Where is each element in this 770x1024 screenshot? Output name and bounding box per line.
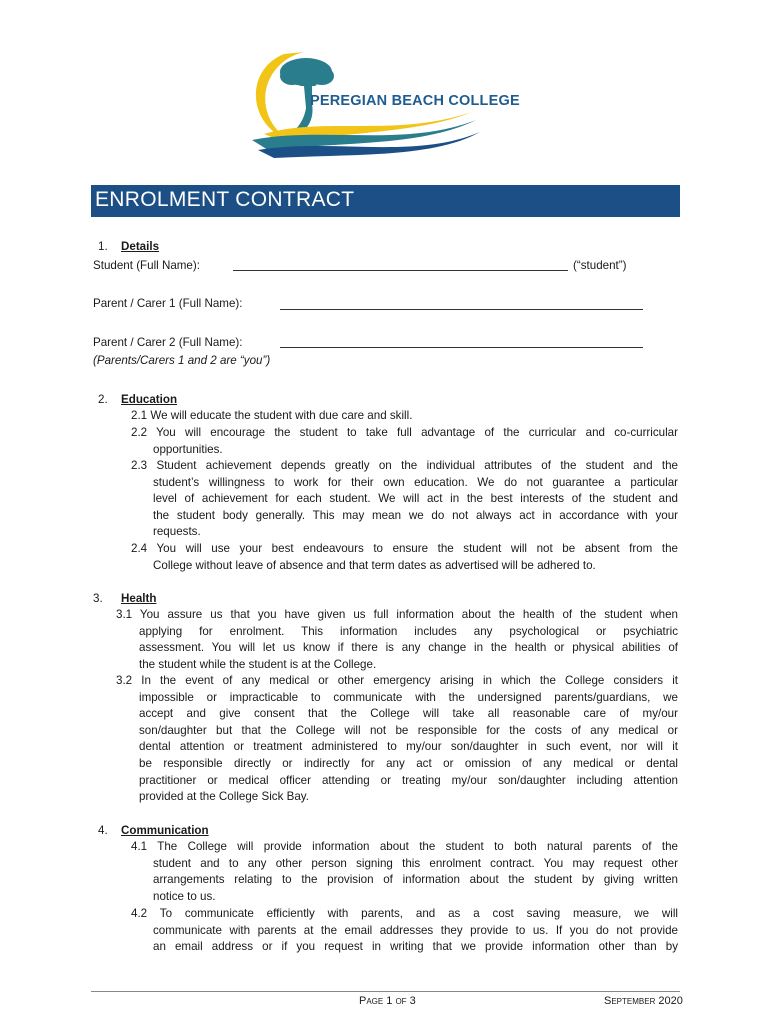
college-name: PEREGIAN BEACH COLLEGE (310, 93, 520, 109)
parent1-name-field[interactable] (280, 309, 643, 310)
clause-4-2: 4.2 To communicate efficiently with parents, and as a cost saving measure, we will communicate with parents at the email addresses they provide to us. If you do not provide an email address or if you request in writing that we provide information other than by (131, 907, 678, 954)
parent1-name-label: Parent / Carer 1 (Full Name): (93, 297, 243, 310)
student-name-field[interactable] (233, 270, 568, 271)
clause-2-2: 2.2 You will encourage the student to take full advantage of the curricular and co-curricular opportunities. (131, 426, 678, 456)
clause-3-1: 3.1 You assure us that you have given us full information about the health of the student when applying for enrolment. This information includes any psychological or psychiatric assessment. You will let us know if there is any change in the health or physical abilities of the student while the student is at the College. (116, 608, 678, 671)
section-number-health: 3. (93, 592, 103, 605)
footer-date: September 2020 (604, 995, 683, 1007)
parent2-name-label: Parent / Carer 2 (Full Name): (93, 336, 243, 349)
page-number: Page 1 of 3 (359, 995, 416, 1007)
document-title: ENROLMENT CONTRACT (95, 188, 355, 211)
section-heading-health: Health (121, 592, 157, 605)
section-heading-education: Education (121, 393, 178, 406)
footer-rule (91, 991, 680, 992)
section-number-details: 1. (98, 240, 108, 253)
clause-4-1: 4.1 The College will provide information about the student to both natural parents of the student and to any other person signing this enrolment contract. You may request other arrangements relating to the provision of information about the student by giving written notice to us. (131, 840, 678, 903)
student-suffix: (“student”) (573, 259, 627, 272)
parents-note: (Parents/Carers 1 and 2 are “you”) (93, 354, 271, 367)
section-number-communication: 4. (98, 824, 108, 837)
parent2-name-field[interactable] (280, 347, 643, 348)
student-name-label: Student (Full Name): (93, 259, 200, 272)
clause-3-2: 3.2 In the event of any medical or other emergency arising in which the College considers it impossible or impracticable to communicate with the undersigned parents/guardians, we accept and give consent that the College will take all reasonable care of my/our son/daughter but that the College will not be responsible for the costs of any medical or dental attention or treatment administered to my/our son/daughter in such event, nor will it be responsible directly or indirectly for any act or omission of any medical or dental practitioner or medical officer attending or treating my/our son/daughter including attention provided at the College Sick Bay. (116, 674, 678, 804)
clause-2-3: 2.3 Student achievement depends greatly on the individual attributes of the student and the student’s willingness to work for their own education. We do not guarantee a particular level of achievement for each student. We will act in the best interests of the student and the student body generally. This may mean we do not always act in accordance with your requests. (131, 459, 678, 539)
section-number-education: 2. (98, 393, 108, 406)
title-bar (91, 185, 680, 217)
clause-2-1: 2.1 We will educate the student with due care and skill. (131, 409, 413, 422)
clause-2-4: 2.4 You will use your best endeavours to ensure the student will not be absent from the College without leave of absence and that term dates as advertised will be adhered to. (131, 542, 678, 572)
section-heading-details: Details (121, 240, 160, 253)
section-heading-communication: Communication (121, 824, 209, 837)
